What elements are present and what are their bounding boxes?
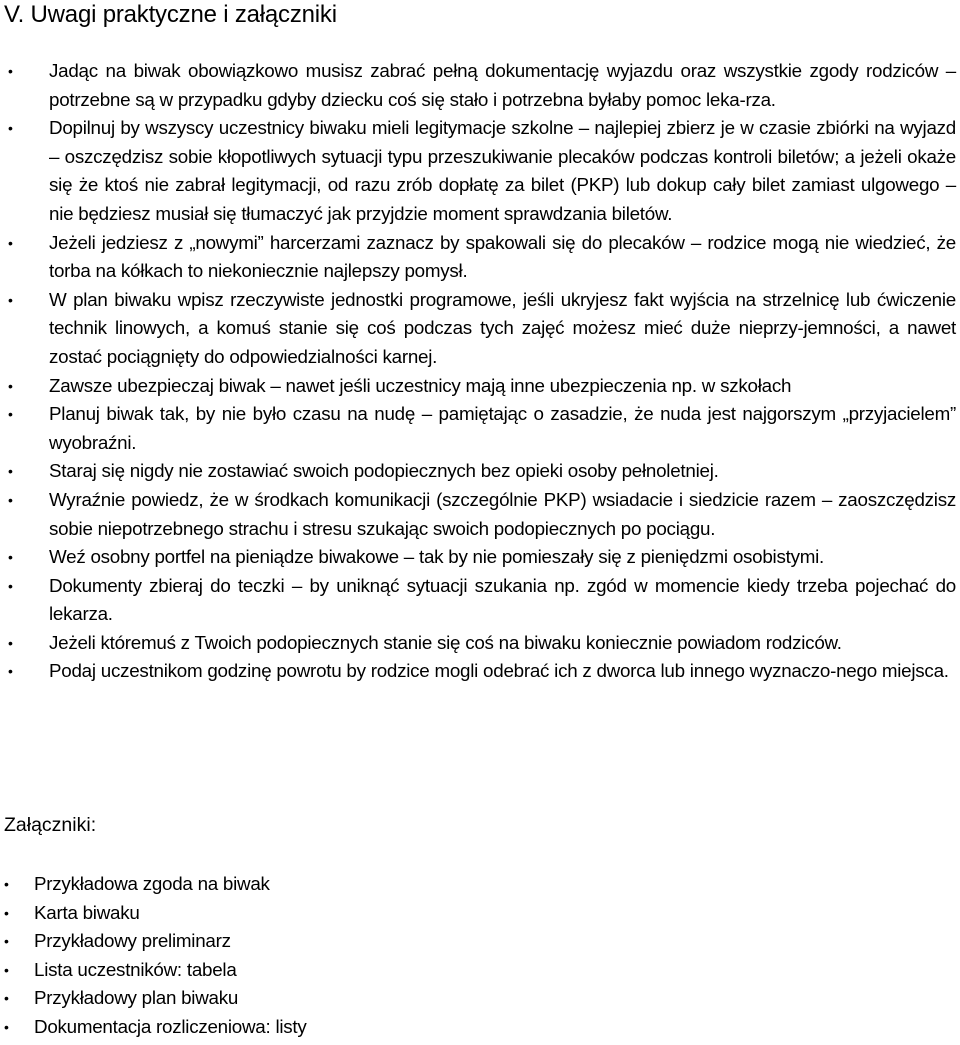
bullet: • bbox=[4, 961, 9, 978]
bullet: • bbox=[8, 377, 13, 394]
bullet: • bbox=[8, 63, 13, 79]
list-item bbox=[0, 286, 956, 372]
list-item bbox=[0, 114, 956, 228]
attachment-label: Przykładowy plan biwaku bbox=[34, 987, 239, 1009]
bullet: • bbox=[4, 876, 9, 892]
bullet: • bbox=[4, 1018, 9, 1035]
list-item-text: Weź osobny portfel na pieniądze biwakowe – tak by nie pomieszały się z pieniędzmi osobistymi. bbox=[49, 546, 825, 568]
bullet: • bbox=[4, 933, 9, 950]
list-item-text: W plan biwaku wpisz rzeczywiste jednostki programowe, jeśli ukryjesz fakt wyjścia na strzelnicę lub ćwiczenie technik linowych, a komuś stanie się coś podczas tych zajęć możesz mieć duże nieprzy-jemności, a nawet zostać pociągnięty do odpowiedzialności karnej. bbox=[49, 288, 956, 367]
bullet: • bbox=[8, 634, 13, 651]
list-item-text: Jadąc na biwak obowiązkowo musisz zabrać pełną dokumentację wyjazdu oraz wszystkie zgody rodziców – potrzebne są w przypadku gdyby dziecku coś się stało i potrzebna byłaby pomoc leka-rza. bbox=[49, 60, 956, 110]
bullet: • bbox=[8, 463, 13, 480]
list-item-text: Staraj się nigdy nie zostawiać swoich podopiecznych bez opieki osoby pełnoletniej. bbox=[49, 460, 719, 482]
attachment-item bbox=[0, 927, 700, 956]
attachments-heading: Załączniki: bbox=[4, 814, 97, 836]
bullet: • bbox=[8, 234, 13, 251]
attachment-item bbox=[0, 984, 700, 1013]
list-item-text: Zawsze ubezpieczaj biwak – nawet jeśli uczestnicy mają inne ubezpieczenia np. w szkołach bbox=[49, 374, 792, 396]
list-item-text: Dopilnuj by wszyscy uczestnicy biwaku mieli legitymacje szkolne – najlepiej zbierz je w czasie zbiórki na wyjazd – oszczędzisz sobie kłopotliwych sytuacji typu przeszukiwanie plecaków podczas kontroli biletów; a jeżeli okaże się że ktoś nie zabrał legitymacji, od razu zrób dopłatę za bilet (PKP) lub dokup cały bilet zamiast ulgowego – nie będziesz musiał się tłumaczyć jak przyjdzie moment sprawdzania biletów. bbox=[49, 117, 956, 224]
list-item-text: Planuj biwak tak, by nie było czasu na nudę – pamiętając o zasadzie, że nuda jest najgorszym „przyjacielem” wyobraźni. bbox=[49, 403, 956, 453]
list-item bbox=[0, 400, 956, 457]
list-item bbox=[0, 372, 956, 401]
bullet: • bbox=[8, 663, 13, 680]
list-item-text: Wyraźnie powiedz, że w środkach komunikacji (szczególnie PKP) wsiadacie i siedzicie razem – zaoszczędzisz sobie niepotrzebnego strachu i stresu szukając swoich podopiecznych po pociągu. bbox=[49, 488, 956, 539]
bullet: • bbox=[8, 406, 13, 423]
attachment-item bbox=[0, 1013, 700, 1042]
list-item-text: Jeżeli jedziesz z „nowymi” harcerzami zaznacz by spakowali się do plecaków – rodzice mogą nie wiedzieć, że torba na kółkach to niekoniecznie najlepszy pomysł. bbox=[49, 231, 956, 282]
list-item bbox=[0, 486, 956, 543]
attachments-list bbox=[0, 870, 700, 1042]
attachment-item bbox=[0, 899, 700, 928]
attachment-label: Karta biwaku bbox=[34, 901, 140, 923]
attachment-label: Dokumentacja rozliczeniowa: listy bbox=[34, 1015, 307, 1037]
list-item bbox=[0, 572, 956, 629]
list-item bbox=[0, 457, 956, 486]
list-item bbox=[0, 543, 956, 572]
list-item bbox=[0, 229, 956, 286]
bullet: • bbox=[8, 577, 13, 594]
list-item-text: Podaj uczestnikom godzinę powrotu by rodzice mogli odebrać ich z dworca lub innego wyznaczo-nego miejsca. bbox=[49, 660, 949, 682]
list-item-text: Dokumenty zbieraj do teczki – by uniknąć sytuacji szukania np. zgód w momencie kiedy trzeba pojechać do lekarza. bbox=[49, 574, 956, 625]
list-item-text: Jeżeli któremuś z Twoich podopiecznych stanie się coś na biwaku koniecznie powiadom rodziców. bbox=[49, 631, 842, 653]
bullet: • bbox=[4, 904, 9, 921]
attachment-label: Przykładowy preliminarz bbox=[34, 930, 231, 952]
bullet: • bbox=[8, 291, 13, 308]
bullet: • bbox=[4, 990, 9, 1007]
attachment-label: Lista uczestników: tabela bbox=[34, 958, 237, 980]
practical-tips-list bbox=[0, 57, 956, 686]
attachment-item bbox=[0, 956, 700, 985]
attachment-item bbox=[0, 870, 700, 899]
bullet: • bbox=[8, 491, 13, 508]
section-title: V. Uwagi praktyczne i załączniki bbox=[4, 1, 337, 28]
attachment-label: Przykładowa zgoda na biwak bbox=[34, 873, 270, 894]
list-item bbox=[0, 657, 956, 686]
list-item bbox=[0, 629, 956, 658]
bullet: • bbox=[8, 549, 13, 566]
bullet: • bbox=[8, 120, 13, 137]
list-item bbox=[0, 57, 956, 114]
